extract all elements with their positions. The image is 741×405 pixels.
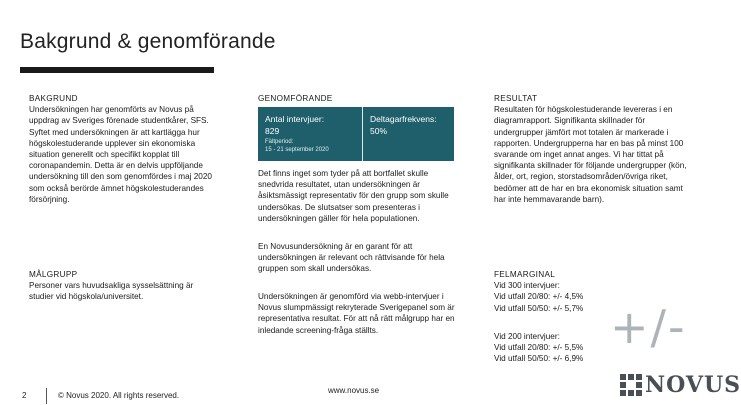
implementation-paragraph-1: Det finns inget som tyder på att bortfallet skulle snedvrida resultatet, utan undersökningen är åsiktsmässigt representativ för den grupp som skulle undersökas. De slutsatser som presenteras i undersökningen gäller för hela populationen. bbox=[258, 169, 449, 223]
error-margin-line-3: Vid utfall 50/50: +/- 5,7% bbox=[494, 303, 584, 313]
participation-label: Deltagarfrekvens: bbox=[370, 114, 437, 124]
footer-divider bbox=[46, 388, 47, 404]
copyright-text: © Novus 2020. All rights reserved. bbox=[58, 391, 180, 400]
implementation-heading-wrap bbox=[258, 93, 458, 104]
footer bbox=[0, 384, 720, 405]
results-body: Resultaten för högskolestuderande levereras i en diagramrapport. Signifikanta skillnader för undergrupper jämfört mot totalen är markerade i rapporten. Undergrupperna har en bas på minst 100 svarande om inget annat anges. Vi har tittat på signifikanta skillnader för följande undergrupper (kön, ålder, ort, region, storstadsområden/övriga riket, bedömer att de har en bra ekonomisk situation samt har inte hemmavarande barn). bbox=[494, 105, 687, 204]
interviews-stat bbox=[265, 113, 359, 137]
results-heading: RESULTAT bbox=[494, 94, 538, 103]
implementation-heading: GENOMFÖRANDE bbox=[258, 94, 333, 103]
target-group-heading: MÅLGRUPP bbox=[29, 270, 78, 279]
stats-divider bbox=[362, 107, 363, 161]
plus-minus-symbol: +/- bbox=[610, 300, 687, 354]
results-section bbox=[494, 93, 696, 205]
novus-logo-mark-icon bbox=[620, 374, 642, 396]
error-margin-line-6: Vid utfall 50/50: +/- 6,9% bbox=[494, 354, 584, 364]
error-margin-heading: FELMARGINAL bbox=[494, 270, 556, 279]
novus-logo bbox=[620, 372, 741, 398]
error-margin-line-1: Vid 300 intervjuer: bbox=[494, 281, 560, 291]
background-heading: BAKGRUND bbox=[29, 94, 78, 103]
participation-value: 50% bbox=[370, 126, 388, 136]
title-underline-bar bbox=[20, 67, 214, 73]
target-group-body: Personer vars huvudsakliga sysselsättning är studier vid högskola/universitet. bbox=[29, 281, 194, 302]
field-period-value: 15 - 21 september 2020 bbox=[265, 147, 329, 153]
interviews-label: Antal intervjuer: bbox=[265, 114, 325, 124]
background-body: Undersökningen har genomförts av Novus på uppdrag av Sveriges förenade studentkårer, SFS. Syftet med undersökningen är att kartlägga hur högskolestuderande upplever sin ekonomiska situation generellt och specifikt kopplat till coronapandemin. Detta är en delvis uppföljande undersökning till den som genomfördes i maj 2020 som också berörde ämnet högskolestuderandes försörjning. bbox=[29, 105, 212, 204]
implementation-paragraph-2-wrap bbox=[258, 241, 458, 275]
interviews-value: 829 bbox=[265, 126, 280, 136]
implementation-paragraph-2: En Novusundersökning är en garant för att undersökningen är relevant och rättvisande för hela gruppen som skall undersökas. bbox=[258, 242, 445, 274]
target-group-section bbox=[29, 269, 217, 303]
background-section bbox=[29, 93, 217, 205]
novus-logo-text: NOVUS bbox=[645, 372, 741, 398]
stats-box bbox=[258, 107, 454, 161]
error-margin-line-5: Vid utfall 20/80: +/- 5,5% bbox=[494, 343, 584, 353]
implementation-paragraph-1-wrap bbox=[258, 168, 458, 224]
website-link[interactable]: www.novus.se bbox=[328, 386, 380, 395]
implementation-paragraph-3: Undersökningen är genomförd via webb-intervjuer i Novus slumpmässigt rekryterade Sverigepanel som är representativa resultat. För att nå rätt målgrupp har en inledande screening-fråga ställts. bbox=[258, 292, 455, 335]
error-margin-line-4: Vid 200 intervjuer: bbox=[494, 331, 560, 341]
participation-stat bbox=[370, 113, 452, 137]
error-margin-line-2: Vid utfall 20/80: +/- 4,5% bbox=[494, 292, 584, 302]
implementation-paragraph-3-wrap bbox=[258, 291, 458, 336]
slide-title: Bakgrund & genomförande bbox=[20, 30, 276, 53]
page-number: 2 bbox=[22, 391, 27, 400]
field-period-label: Fältperiod: bbox=[265, 139, 294, 145]
field-period bbox=[265, 138, 361, 154]
